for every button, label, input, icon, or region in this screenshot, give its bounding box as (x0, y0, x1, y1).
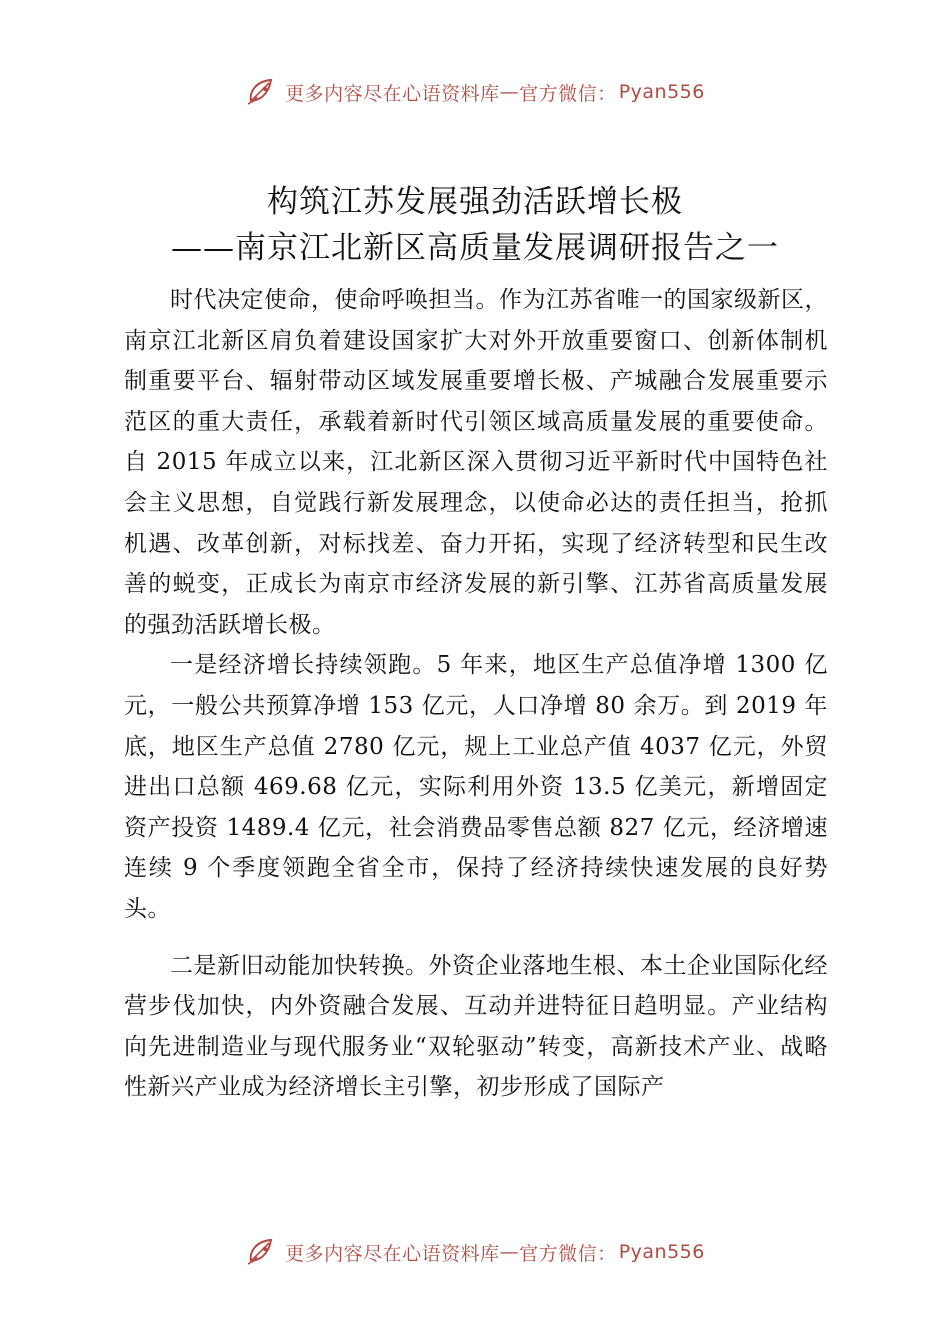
watermark-label: 官方微信： (519, 82, 617, 105)
leaf-logo-icon (245, 75, 279, 109)
document-subtitle: ——南京江北新区高质量发展调研报告之一 (171, 230, 779, 266)
footer-watermark (0, 1232, 950, 1272)
watermark-brand: 更多内容尽在心语资料库 (285, 1242, 500, 1265)
document-body (124, 280, 828, 1108)
watermark-dash: — (499, 1241, 520, 1263)
paragraph-economic-growth: 一是经济增长持续领跑。5 年来，地区生产总值净增 1300 亿元，一般公共预算净增 153 亿元，人口净增 80 余万。到 2019 年底，地区生产总值 2780 亿元，规上工业总产值 4037 亿元，外贸进出口总额 469.68 亿元，实际利用外资 13.5 亿美元，新增固定资产投资 1489.4 亿元，社会消费品零售总额 827 亿元，经济增速连续 9 个季度领跑全省全市，保持了经济持续快速发展的良好势头。 (124, 652, 828, 922)
paragraph-intro: 时代决定使命，使命呼唤担当。作为江苏省唯一的国家级新区，南京江北新区肩负着建设国家扩大对外开放重要窗口、创新体制机制重要平台、辐射带动区域发展重要增长极、产城融合发展重要示范区的重大责任，承载着新时代引领区域高质量发展的重要使命。自 2015 年成立以来，江北新区深入贯彻习近平新时代中国特色社会主义思想，自觉践行新发展理念，以使命必达的责任担当，抢抓机遇、改革创新，对标找差、奋力开拓，实现了经济转型和民生改善的蜕变，正成长为南京市经济发展的新引擎、江苏省高质量发展的强劲活跃增长极。 (124, 287, 828, 638)
header-watermark (0, 72, 950, 112)
leaf-logo-icon (245, 1235, 279, 1269)
document-title: 构筑江苏发展强劲活跃增长极 (267, 184, 683, 220)
watermark-label: 官方微信： (519, 1242, 617, 1265)
watermark-dash: — (499, 81, 520, 103)
watermark-handle: Pyan556 (618, 81, 705, 103)
paragraph-momentum-transition: 二是新旧动能加快转换。外资企业落地生根、本土企业国际化经营步伐加快，内外资融合发展、互动并进特征日趋明显。产业结构向先进制造业与现代服务业“双轮驱动”转变，高新技术产业、战略性新兴产业成为经济增长主引擎，初步形成了国际产 (124, 952, 828, 1101)
watermark-brand: 更多内容尽在心语资料库 (285, 82, 500, 105)
watermark-handle: Pyan556 (618, 1241, 705, 1263)
